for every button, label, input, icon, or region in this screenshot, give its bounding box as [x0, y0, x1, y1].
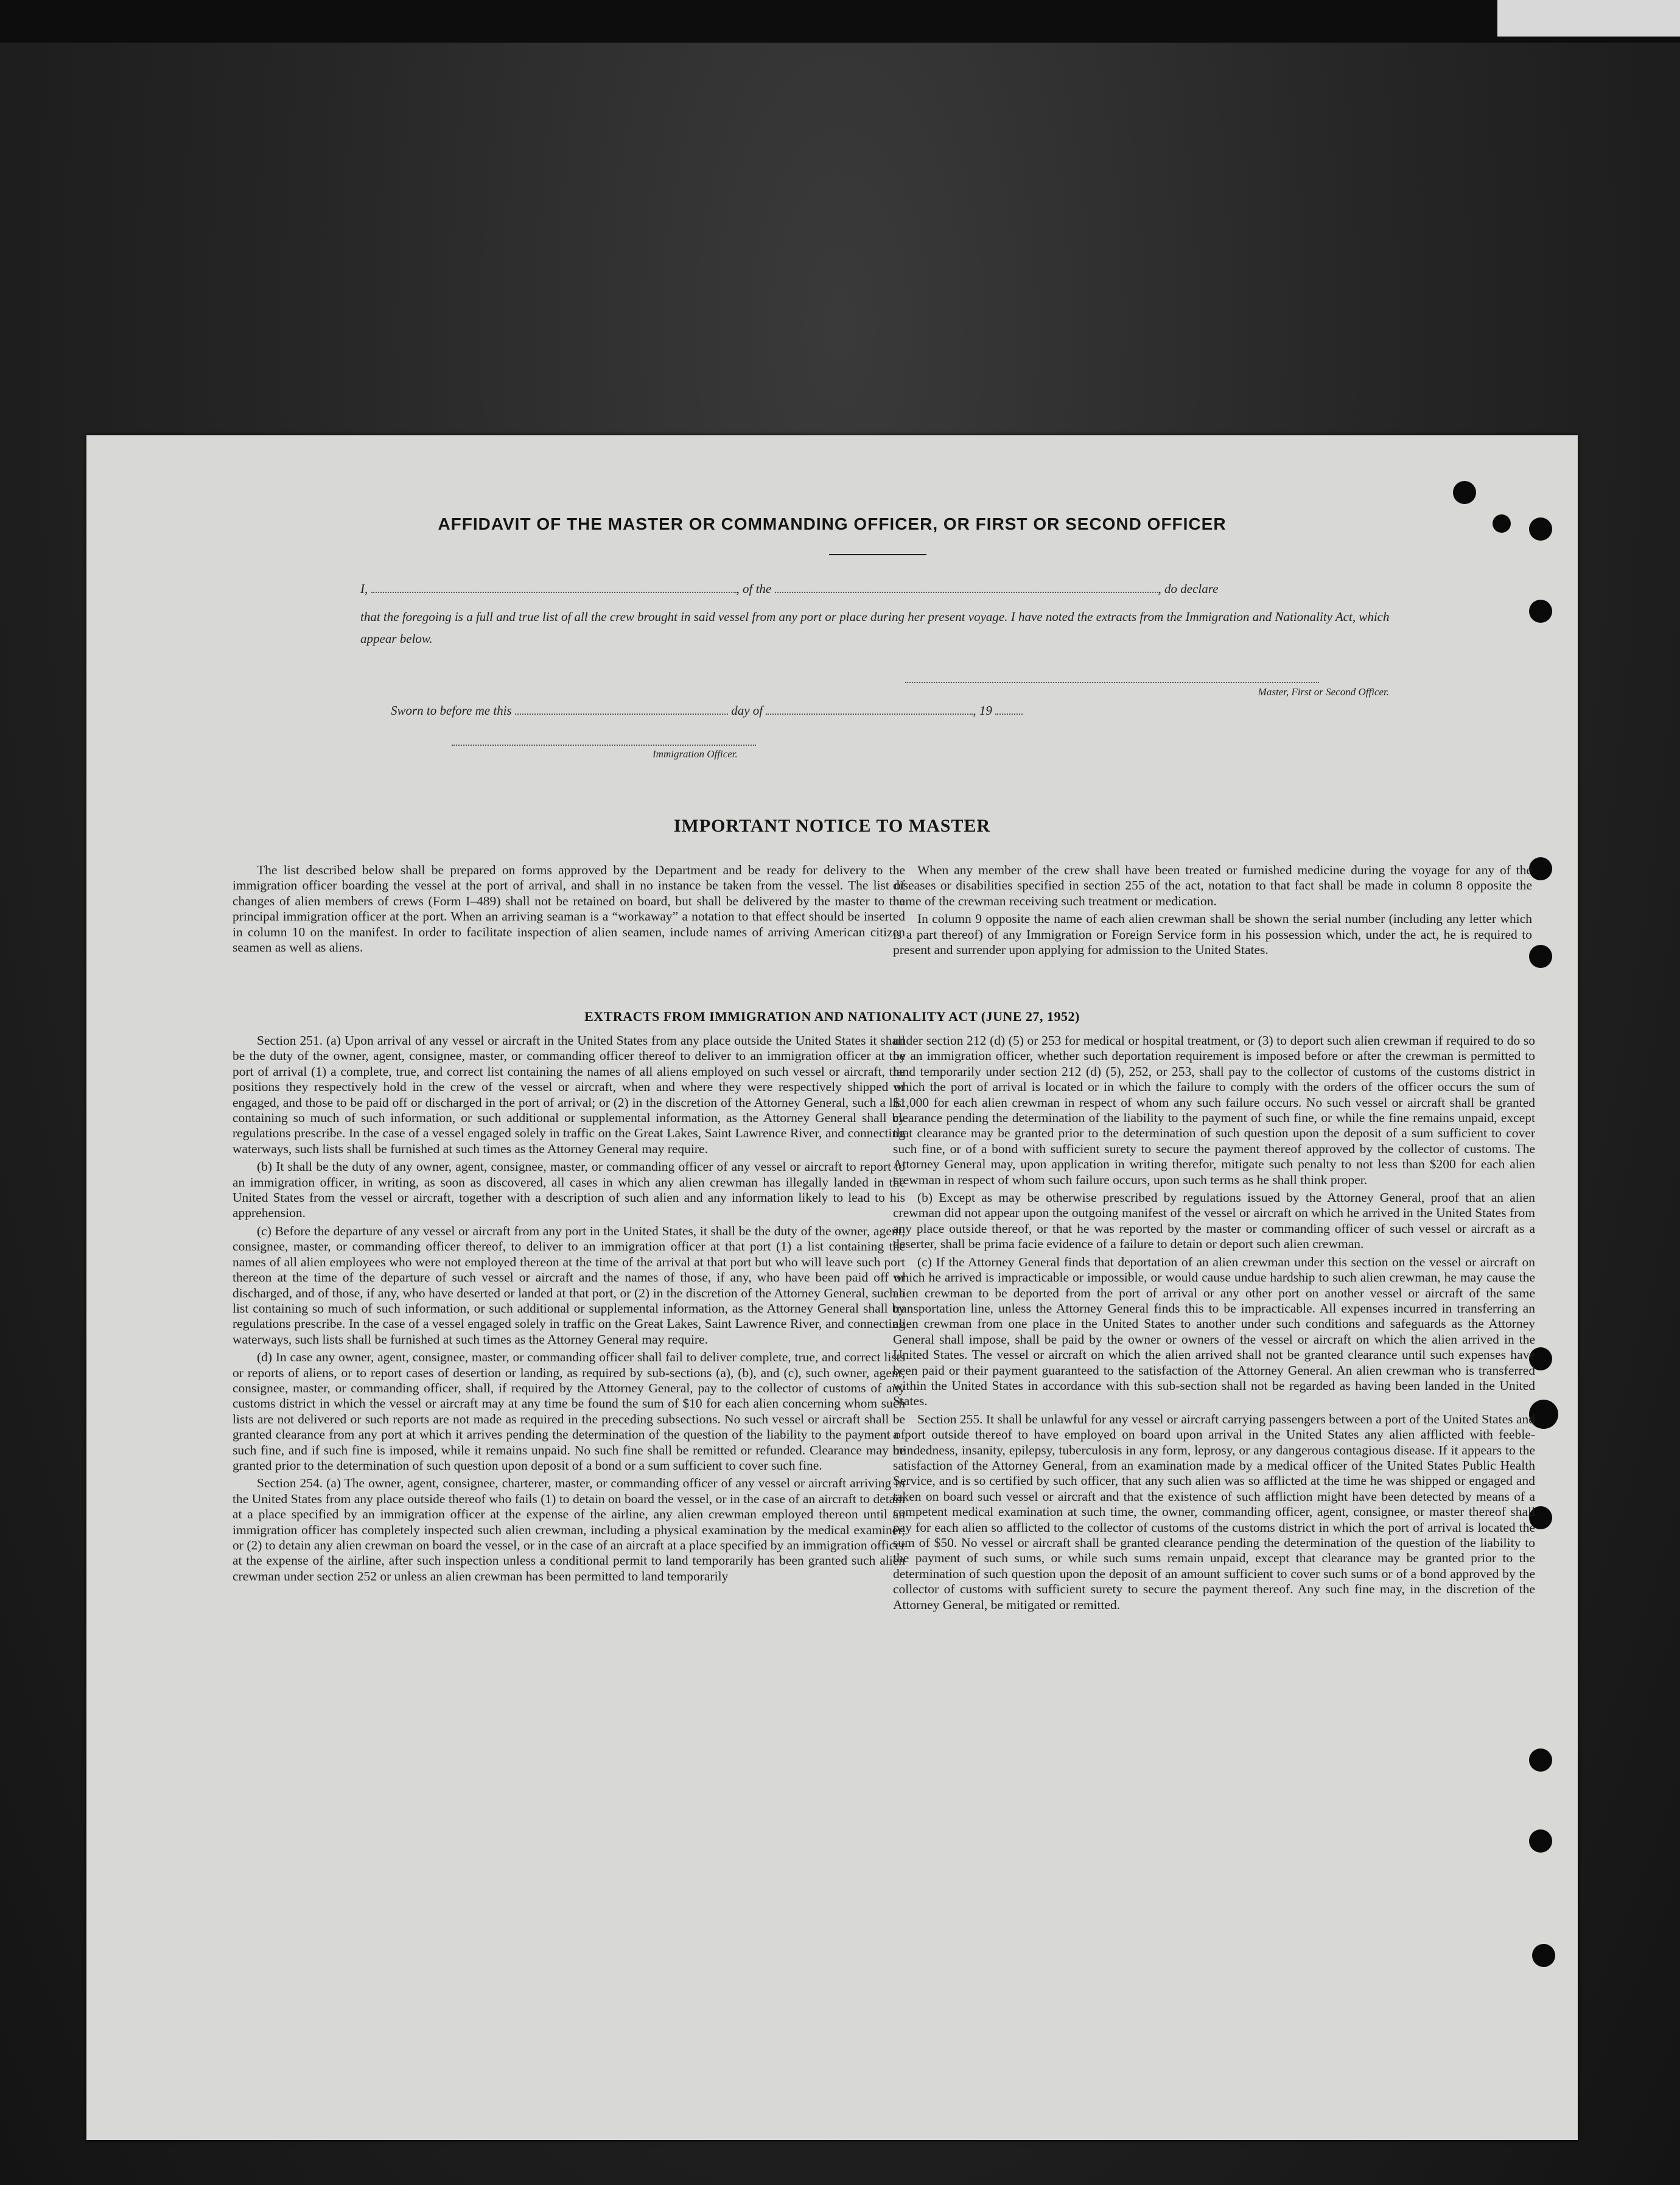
act-paragraph: (c) Before the departure of any vessel or aircraft from any port in the United States, it shall be the duty of the owner, agent, consignee, master, or commanding officer thereof, to deliver to an immigration officer at that port (1) a list containing the names of all alien employees who were not employed thereon at the time of the arrival at that port but who will leave such port thereon at the time of the departure of such vessel or aircraft and the names of those, if any, who have been paid off or discharged, and of those, if any, who have deserted or landed at that port, or (2) in the discretion of the Attorney General, such a list containing so much of such information, or such additional or supplemental information, as the Attorney General shall by regulations prescribe. In the case of a vessel engaged solely in traffic on the Great Lakes, Saint Lawrence River, and connecting waterways, such lists shall be furnished at such times as the Attorney General may require.	[233, 1223, 905, 1347]
notice-paragraph: When any member of the crew shall have been treated or furnished medicine during the voyage for any of the diseases or disabilities specified in section 255 of the act, notation to that fact shall be made in column 8 opposite the name of the crewman receiving such treatment or medication.	[893, 863, 1532, 908]
extracts-title: EXTRACTS FROM IMMIGRATION AND NATIONALITY ACT (JUNE 27, 1952)	[584, 1009, 1080, 1024]
punch-hole	[1529, 945, 1552, 968]
sworn-line	[391, 703, 1243, 718]
do-declare-label: , do declare	[1158, 581, 1219, 596]
immigration-officer-label: Immigration Officer.	[653, 748, 738, 760]
master-signature-label: Master, First or Second Officer.	[1258, 686, 1389, 698]
master-signature-line[interactable]	[905, 682, 1319, 683]
punch-hole	[1532, 1944, 1555, 1967]
act-paragraph: (b) Except as may be otherwise prescribed by regulations issued by the Attorney General, proof that an alien crewman did not appear upon the outgoing manifest of the vessel or aircraft on which he arrived in the United States from any place outside thereof, or that he was reported by the master or commanding officer of such vessel or aircraft as a deserter, shall be prima facie evidence of a failure to detain or deport such alien crewman.	[893, 1190, 1535, 1252]
declaration-text: that the foregoing is a full and true list of all the crew brought in said vessel from any port or place during her present voyage. I have noted the extracts from the Immigration and Nationality Act, which appear below.	[360, 609, 1390, 646]
act-paragraph: under section 212 (d) (5) or 253 for medical or hospital treatment, or (3) to deport such alien crewman if required to do so by an immigration officer, whether such deportation requirement is imposed before or after the crewman is permitted to land temporarily under section 212 (d) (5), 252, or 253, shall pay to the collector of customs of the customs district in which the port of arrival is located or in which the failure to comply with the orders of the officer occurs the sum of $1,000 for each alien crewman in respect of whom any such failure occurs. No such vessel or aircraft shall be granted clearance pending the determination of the liability to the payment of such fine, or while the fine remains unpaid, except that clearance may be granted prior to the determination of such question upon the deposit of a sum sufficient to cover such fine, or of a bond with sufficient surety to secure the payment thereof approved by the collector of customs. The Attorney General may, upon application in writing therefor, mitigate such penalty to not less than $200 for each alien crewman in respect of whom such failure occurs, upon such terms as he shall think proper.	[893, 1033, 1535, 1187]
title-rule	[829, 554, 926, 555]
name-field[interactable]	[371, 582, 737, 593]
notice-paragraph: In column 9 opposite the name of each alien crewman shall be shown the serial number (including any letter which is a part thereof) of any Immigration or Foreign Service form in his possession which, under the act, he is required to present and surrender upon applying for admission to the United States.	[893, 911, 1532, 958]
scan-top-strip	[0, 0, 1680, 43]
extracts-right-column	[893, 1033, 1535, 1613]
of-the-label: , of the	[736, 581, 772, 596]
act-paragraph: Section 255. It shall be unlawful for any vessel or aircraft carrying passengers between a port of the United States and a port outside thereof to have employed on board upon arrival in the United States any alien afflicted with feeble-mindedness, insanity, epilepsy, tuberculosis in any form, leprosy, or any dangerous contagious disease. If it appears to the satisfaction of the Attorney General, from an examination made by a medical officer of the United States Public Health Service, and is so certified by such officer, that any such alien was so afflicted at the time he was shipped or engaged and taken on board such vessel or aircraft and that the existence of such affliction might have been detected by means of a competent medical examination at such time, the owner, commanding officer, agent, consignee, or master thereof shall pay for each alien so afflicted to the collector of customs of the customs district in which the port of arrival is located the sum of $50. No vessel or aircraft shall be granted clearance pending the determination of the question of the liability to the payment of such sums, or while such sums remain unpaid, except that clearance may be granted prior to the determination of such question upon the deposit of an amount sufficient to cover such sums or of a bond approved by the collector of customs with sufficient surety to secure the payment thereof. Any such fine may, in the discretion of the Attorney General, be mitigated or remitted.	[893, 1411, 1535, 1612]
i-prefix: I,	[360, 581, 368, 596]
act-paragraph: (c) If the Attorney General finds that deportation of an alien crewman under this section on the vessel or aircraft on which he arrived is impracticable or impossible, or would cause undue hardship to such alien crewman, he may cause the alien crewman to be deported from the port of arrival or any other port on another vessel or aircraft of the same transportation line, unless the Attorney General finds this to be impracticable. All expenses incurred in transferring an alien crewman from one place in the United States to another under such conditions and safeguards as the Attorney General shall impose, shall be paid by the owner or owners of the vessel or aircraft on which the alien arrived in the United States. The vessel or aircraft on which the alien arrived shall not be granted clearance until such expenses have been paid or their payment guaranteed to the satisfaction of the Attorney General. An alien crewman who is transferred within the United States in accordance with this sub-section shall not be regarded as having been landed in the United States.	[893, 1254, 1535, 1409]
year-prefix: , 19	[973, 703, 992, 718]
punch-hole	[1529, 1829, 1552, 1853]
punch-hole	[1529, 600, 1552, 623]
document-page	[86, 435, 1578, 2140]
sworn-month-field[interactable]	[766, 704, 973, 715]
affidavit-title: AFFIDAVIT OF THE MASTER OR COMMANDING OFFICER, OR FIRST OR SECOND OFFICER	[438, 514, 1227, 533]
notice-right-column	[893, 863, 1532, 958]
sworn-year-field[interactable]	[995, 704, 1023, 715]
punch-hole	[1529, 1748, 1552, 1772]
day-of-label: day of	[731, 703, 763, 718]
act-paragraph: (d) In case any owner, agent, consignee, master, or commanding officer shall fail to deliver complete, true, and correct lists or reports of aliens, or to report cases of desertion or landing, as required by sub-sections (a), (b), and (c), such owner, agent, consignee, master, or commanding officer, shall, if required by the Attorney General, pay to the collector of customs of any customs district in which the vessel or aircraft may at any time be found the sum of $10 for each alien concerning whom such lists are not delivered or such reports are not made as required in the preceding subsections. No such vessel or aircraft shall be granted clearance from any port at which it arrives pending the determination of the question of the liability to the payment of such fine, and if such fine is imposed, while it remains unpaid. No such fine shall be remitted or refunded. Clearance may be granted prior to the determination of such question upon deposit of a bond or a sum sufficient to cover such fine.	[233, 1350, 905, 1473]
scan-top-tab	[1497, 0, 1680, 37]
declaration-line	[360, 581, 1395, 597]
act-paragraph: (b) It shall be the duty of any owner, agent, consignee, master, or commanding officer of any vessel or aircraft to report to an immigration officer, in writing, as soon as discovered, all cases in which any alien crewman has illegally landed in the United States from the vessel or aircraft, together with a description of such alien and any information likely to lead to his apprehension.	[233, 1159, 905, 1221]
notice-left-column	[233, 863, 905, 955]
punch-hole	[1529, 857, 1552, 880]
act-paragraph: Section 254. (a) The owner, agent, consignee, charterer, master, or commanding officer of any vessel or aircraft arriving in the United States from any place outside thereof who fails (1) to detain on board the vessel, or in the case of an aircraft to detain at a place specified by an immigration officer at the expense of the airline, any alien crewman employed thereon until an immigration officer has completely inspected such alien crewman, including a physical examination by the medical examiner, or (2) to detain any alien crewman on board the vessel, or in the case of an aircraft at a place specified by an immigration officer at the expense of the airline, after such inspection unless a conditional permit to land temporarily has been granted such alien crewman under section 252 or unless an alien crewman has been permitted to land temporarily	[233, 1476, 905, 1584]
sworn-prefix: Sworn to before me this	[391, 703, 512, 718]
sworn-day-field[interactable]	[515, 704, 728, 715]
vessel-field[interactable]	[775, 582, 1158, 593]
punch-hole	[1453, 481, 1476, 504]
immigration-officer-signature-line[interactable]	[452, 745, 756, 746]
act-paragraph: Section 251. (a) Upon arrival of any vessel or aircraft in the United States from any place outside the United States it shall be the duty of the owner, agent, consignee, master, or commanding officer thereof to deliver to an immigration officer at the port of arrival (1) a complete, true, and correct list containing the names of all aliens employed on such vessel or aircraft, the positions they respectively hold in the crew of the vessel or aircraft, when and where they were respectively shipped or engaged, and those to be paid off or discharged in the port of arrival; or (2) in the discretion of the Attorney General, such a list containing so much of such information, or such additional or supplemental information, as the Attorney General shall by regulations prescribe. In the case of a vessel engaged solely in traffic on the Great Lakes, Saint Lawrence River, and connecting waterways, such lists shall be furnished at such times as the Attorney General may require.	[233, 1033, 905, 1156]
extracts-left-column	[233, 1033, 905, 1584]
notice-paragraph: The list described below shall be prepared on forms approved by the Department and be ready for delivery to the immigration officer boarding the vessel at the port of arrival, and shall in no instance be taken from the vessel. The list of changes of alien members of crews (Form I–489) shall not be retained on board, but shall be delivered by the master to the principal immigration officer at the port. When an arriving seaman is a “workaway” a notation to that effect should be inserted in column 10 on the manifest. In order to facilitate inspection of alien seamen, include names of arriving American citizen seamen as well as aliens.	[233, 863, 905, 955]
notice-title: IMPORTANT NOTICE TO MASTER	[673, 816, 991, 836]
